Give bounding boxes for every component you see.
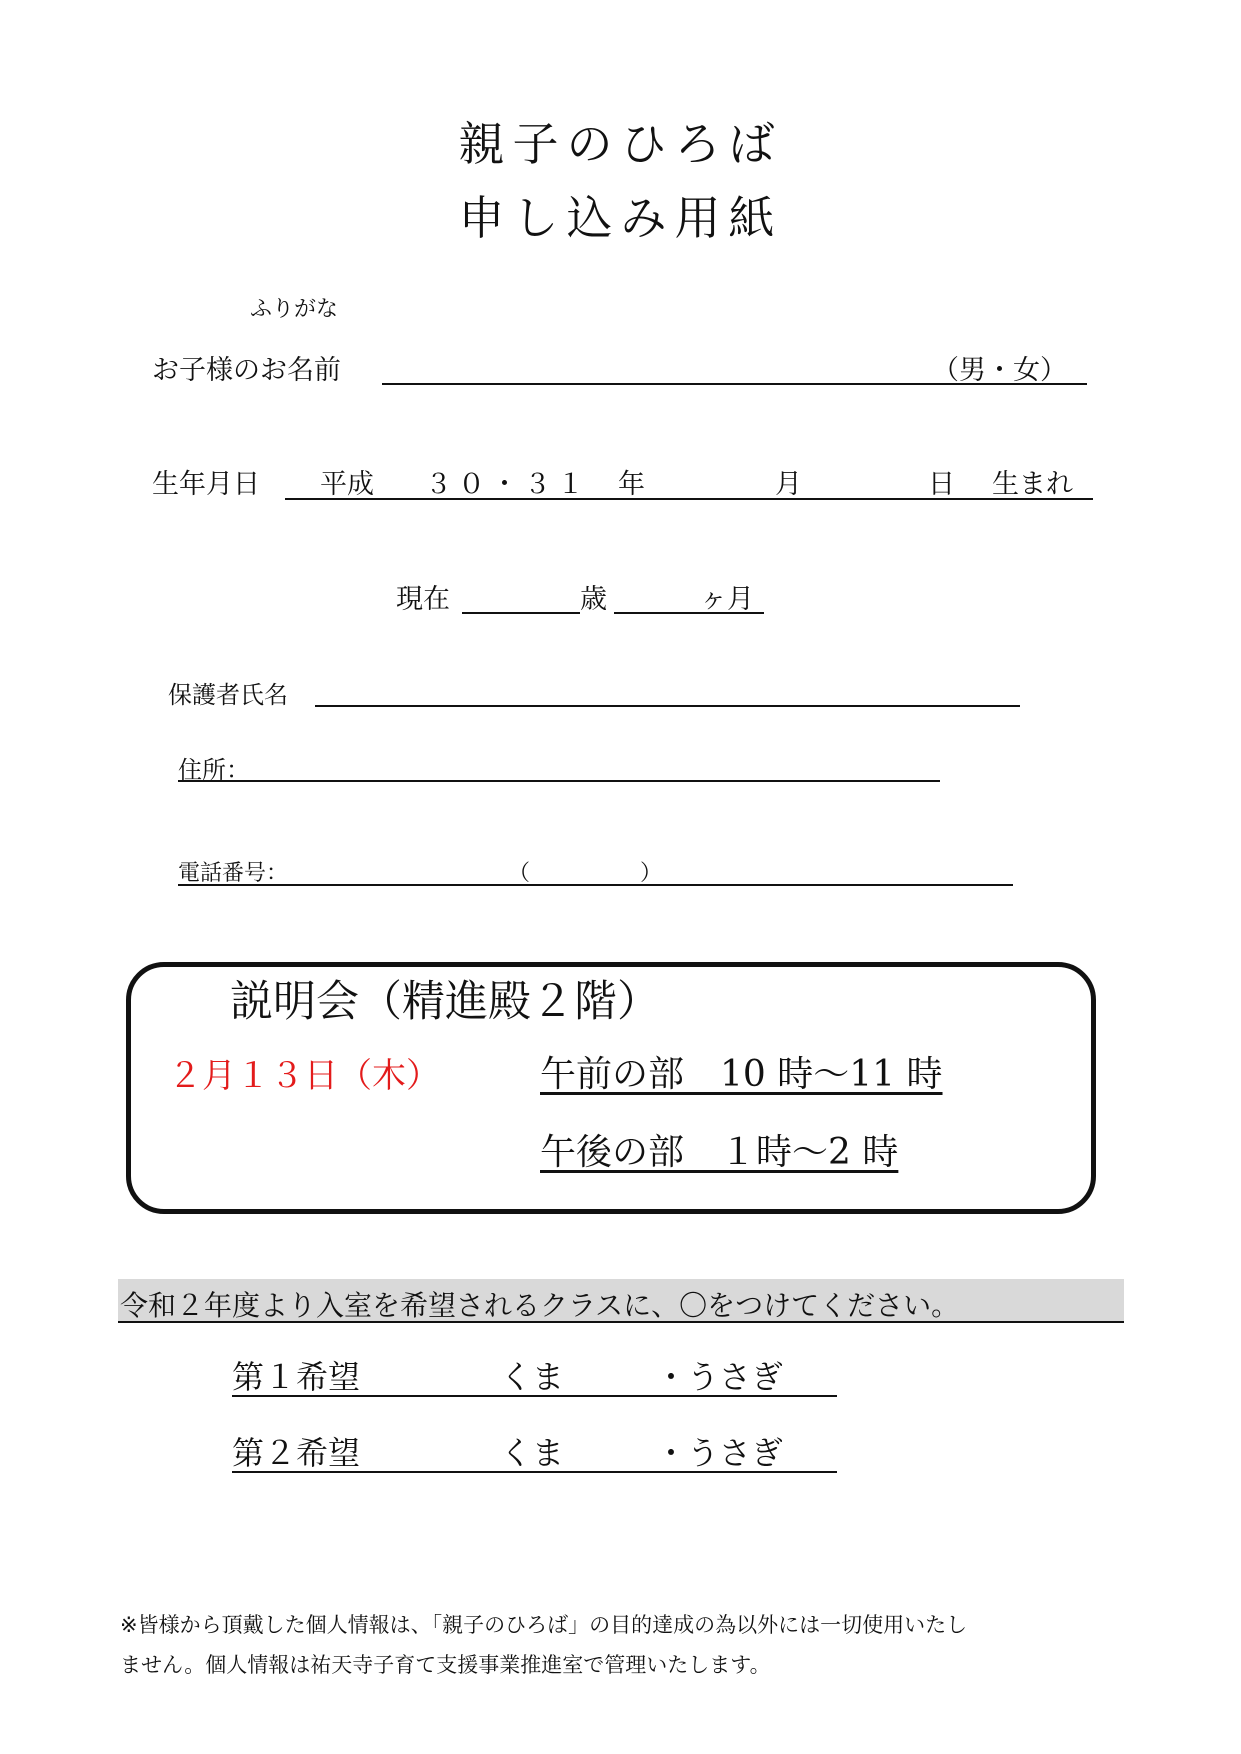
guardian-name-label: 保護者氏名 [168,681,288,709]
birthdate-born: 生まれ [992,469,1073,500]
title-line-2: 申し込み用紙 [458,191,783,245]
birthdate-field[interactable] [285,498,1093,500]
choice-1-bear[interactable]: くま [500,1358,565,1396]
birthdate-era: 平成 [320,469,374,500]
child-name-label: お子様のお名前 [152,355,341,386]
current-age-label: 現在 [396,584,450,615]
furigana-label: ふりがな [250,297,339,322]
choice-2-rabbit[interactable]: ・うさぎ [655,1434,784,1472]
age-unit: 歳 [580,584,607,615]
event-date: ２月１３日（木） [168,1056,440,1096]
title-line-1: 親子のひろば [458,117,783,171]
age-years-field[interactable] [462,612,580,614]
event-afternoon: 午後の部 １時～2 時 [540,1132,899,1173]
months-unit: ヶ月 [700,584,754,615]
choice-2-bear[interactable]: くま [500,1434,565,1472]
choice-2-label: 第２希望 [232,1434,361,1472]
birthdate-day-unit: 日 [928,469,955,500]
address-label: 住所： [178,756,250,784]
choice-1-label: 第１希望 [232,1358,361,1396]
gender-select[interactable]: （男・女） [932,355,1067,386]
privacy-note-line-2: ません。個人情報は祐天寺子育て支援事業推進室で管理いたします。 [120,1653,771,1677]
birthdate-label: 生年月日 [152,469,260,500]
phone-field[interactable] [178,884,1013,886]
event-title: 説明会（精進殿２階） [230,977,660,1027]
birthdate-year-unit: 年 [618,469,645,500]
birthdate-years[interactable]: ３０・３１ [425,469,590,500]
event-morning: 午前の部 10 時～11 時 [540,1054,943,1095]
phone-label: 電話番号： [178,861,289,886]
class-instruction: 令和２年度より入室を希望されるクラスに、〇をつけてください。 [120,1289,960,1322]
phone-paren-close: ） [640,861,663,886]
guardian-name-field[interactable] [315,705,1020,707]
birthdate-month-unit: 月 [775,469,802,500]
address-field[interactable] [178,780,940,782]
privacy-note-line-1: ※皆様から頂戴した個人情報は、「親子のひろば」の目的達成の為以外には一切使用いたし [120,1613,968,1637]
choice-1-rabbit[interactable]: ・うさぎ [655,1358,784,1396]
phone-paren-open: （ [508,861,531,886]
choice-2-underline [232,1471,837,1473]
choice-1-underline [232,1395,837,1397]
